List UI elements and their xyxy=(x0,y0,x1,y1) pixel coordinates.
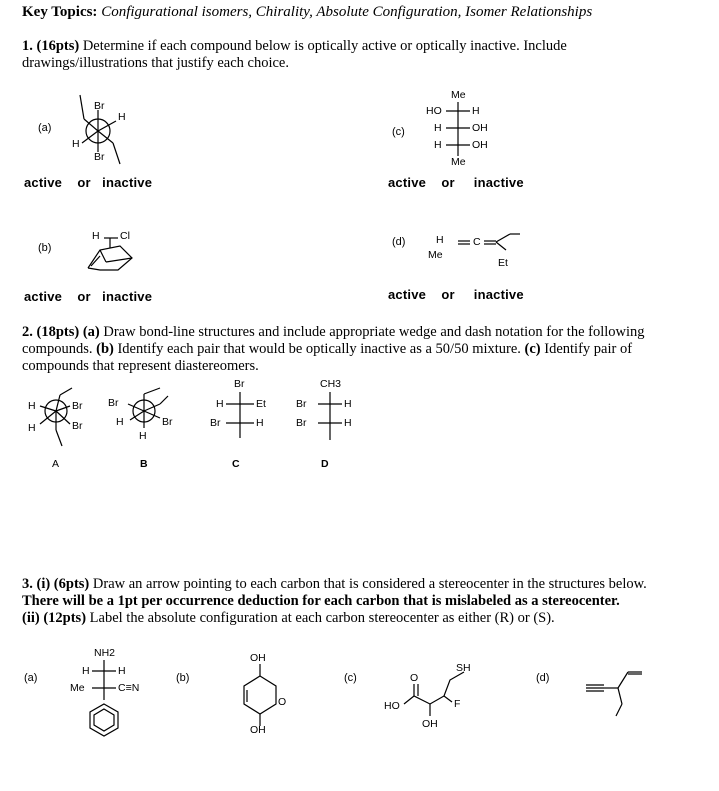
q2-b-label: (b) xyxy=(96,341,114,357)
q2-text-c: Identify pair of compounds that represent diastereomers. xyxy=(22,341,633,374)
q3a-nh2: NH2 xyxy=(94,647,116,659)
q1c-fischer-projection xyxy=(446,102,470,156)
q3b-o: O xyxy=(278,696,287,708)
q1-label-d: (d) xyxy=(392,236,406,248)
q1a-top: Br xyxy=(94,100,105,112)
q3-label-d: (d) xyxy=(536,672,550,684)
q1c-or: or xyxy=(441,175,455,190)
q2-d-r1r: H xyxy=(344,398,352,410)
q3c-o: O xyxy=(410,672,419,684)
q3d-structure xyxy=(586,672,642,716)
q2-d-r2l: Br xyxy=(296,417,307,429)
q3-number-i: 3. (i) (6pts) xyxy=(22,576,90,592)
q1b-h: H xyxy=(92,230,100,242)
q2-text-b: Identify each pair that would be optically inactive as a 50/50 mixture. xyxy=(117,341,521,357)
q1a-left: H xyxy=(72,138,80,150)
q2-a-label: A xyxy=(52,458,60,470)
key-topics-label: Key Topics: xyxy=(22,4,98,20)
q3a-hl: H xyxy=(82,665,90,677)
q3-text-i: Draw an arrow pointing to each carbon that is considered a stereocenter in the structures below. xyxy=(92,576,647,592)
q2-a-structure xyxy=(40,388,72,446)
q3-label-a: (a) xyxy=(24,672,38,684)
q2-d-r1l: Br xyxy=(296,398,307,410)
q1c-r1l: HO xyxy=(426,105,442,117)
question-3-text xyxy=(22,576,652,627)
q1b-inactive[interactable]: inactive xyxy=(102,289,153,304)
q2-d-fischer xyxy=(318,392,342,440)
q2-d-label: D xyxy=(321,458,329,470)
q2-c-r1l: H xyxy=(216,398,224,410)
q2-c-r2r: H xyxy=(256,417,264,429)
q3c-sh: SH xyxy=(456,662,471,674)
q2-number: 2. (18pts) (a) xyxy=(22,324,100,340)
q3-bold-line: There will be a 1pt per occurrence deduction for each carbon that is mislabeled as a stereocenter. xyxy=(22,593,620,609)
q1-label-a: (a) xyxy=(38,122,52,134)
q1a-or: or xyxy=(77,175,91,190)
q1-label-b: (b) xyxy=(38,242,52,254)
q3a-structure xyxy=(90,660,118,736)
q1b-bicyclic-structure xyxy=(88,238,132,270)
q1c-r2l: H xyxy=(434,122,442,134)
q1-instructions: Determine if each compound below is optically active or optically inactive. Include drawings/illustrations that justify each choice. xyxy=(22,38,567,71)
q1a-bottom: Br xyxy=(94,151,105,163)
q1c-active[interactable]: active xyxy=(388,175,427,190)
question-2-text xyxy=(22,324,652,375)
q2-a-h1: H xyxy=(28,400,36,412)
q2-c-r2l: Br xyxy=(210,417,221,429)
q2-text-a: Draw bond-line structures and include appropriate wedge and dash notation for the following compounds. xyxy=(22,324,645,357)
q2-c-top: Br xyxy=(234,378,245,390)
q1b-active[interactable]: active xyxy=(24,289,63,304)
q3b-structure xyxy=(244,664,276,726)
q1c-r3r: OH xyxy=(472,139,488,151)
q3b-oh-top: OH xyxy=(250,652,266,664)
q2-b-label: B xyxy=(140,458,148,470)
q1d-me: Me xyxy=(428,249,443,261)
q2-b-br1: Br xyxy=(108,397,119,409)
q2-c-r1r: Et xyxy=(256,398,266,410)
q3a-cn: C≡N xyxy=(118,682,140,694)
q1d-et: Et xyxy=(498,257,508,269)
q1c-r2r: OH xyxy=(472,122,488,134)
q3-label-c: (c) xyxy=(344,672,357,684)
q1b-or: or xyxy=(77,289,91,304)
q1-label-c: (c) xyxy=(392,126,405,138)
q3c-f: F xyxy=(454,698,461,710)
q2-b-h2: H xyxy=(139,430,147,442)
q2-a-h2: H xyxy=(28,422,36,434)
q3a-hr: H xyxy=(118,665,126,677)
q2-c-label: C xyxy=(232,458,240,470)
q1d-h: H xyxy=(436,234,444,246)
q2-d-top: CH3 xyxy=(320,378,342,390)
q1d-active[interactable]: active xyxy=(388,287,427,302)
q1d-c: C xyxy=(473,236,481,248)
q1c-top: Me xyxy=(451,89,466,101)
q3b-oh-bot: OH xyxy=(250,724,266,736)
q1c-r1r: H xyxy=(472,105,480,117)
q2-a-br2: Br xyxy=(72,420,83,432)
q1a-right: H xyxy=(118,111,126,123)
q1a-inactive[interactable]: inactive xyxy=(102,175,153,190)
q3a-me: Me xyxy=(70,682,85,694)
q1b-cl: Cl xyxy=(120,230,130,242)
q2-a-br1: Br xyxy=(72,400,83,412)
q1d-allene-structure xyxy=(458,234,520,250)
q1d-inactive[interactable]: inactive xyxy=(473,287,524,302)
q2-b-br2: Br xyxy=(162,416,173,428)
q3-label-b: (b) xyxy=(176,672,190,684)
q3c-oh: OH xyxy=(422,718,438,730)
q1c-inactive[interactable]: inactive xyxy=(473,175,524,190)
q1c-bottom: Me xyxy=(451,156,466,168)
q3c-ho: HO xyxy=(384,700,400,712)
q1d-or: or xyxy=(441,287,455,302)
q2-c-label: (c) xyxy=(524,341,541,357)
q1c-r3l: H xyxy=(434,139,442,151)
q3-number-ii: (ii) (12pts) xyxy=(22,610,87,626)
key-topics-text: Configurational isomers, Chirality, Absolute Configuration, Isomer Relationships xyxy=(101,4,593,20)
q1-number: 1. (16pts) xyxy=(22,38,80,54)
q3-text-ii: Label the absolute configuration at each carbon stereocenter as either (R) or (S). xyxy=(89,610,555,626)
q2-b-h1: H xyxy=(116,416,124,428)
q2-d-r2r: H xyxy=(344,417,352,429)
q2-c-fischer xyxy=(226,392,254,438)
q1a-active[interactable]: active xyxy=(24,175,63,190)
